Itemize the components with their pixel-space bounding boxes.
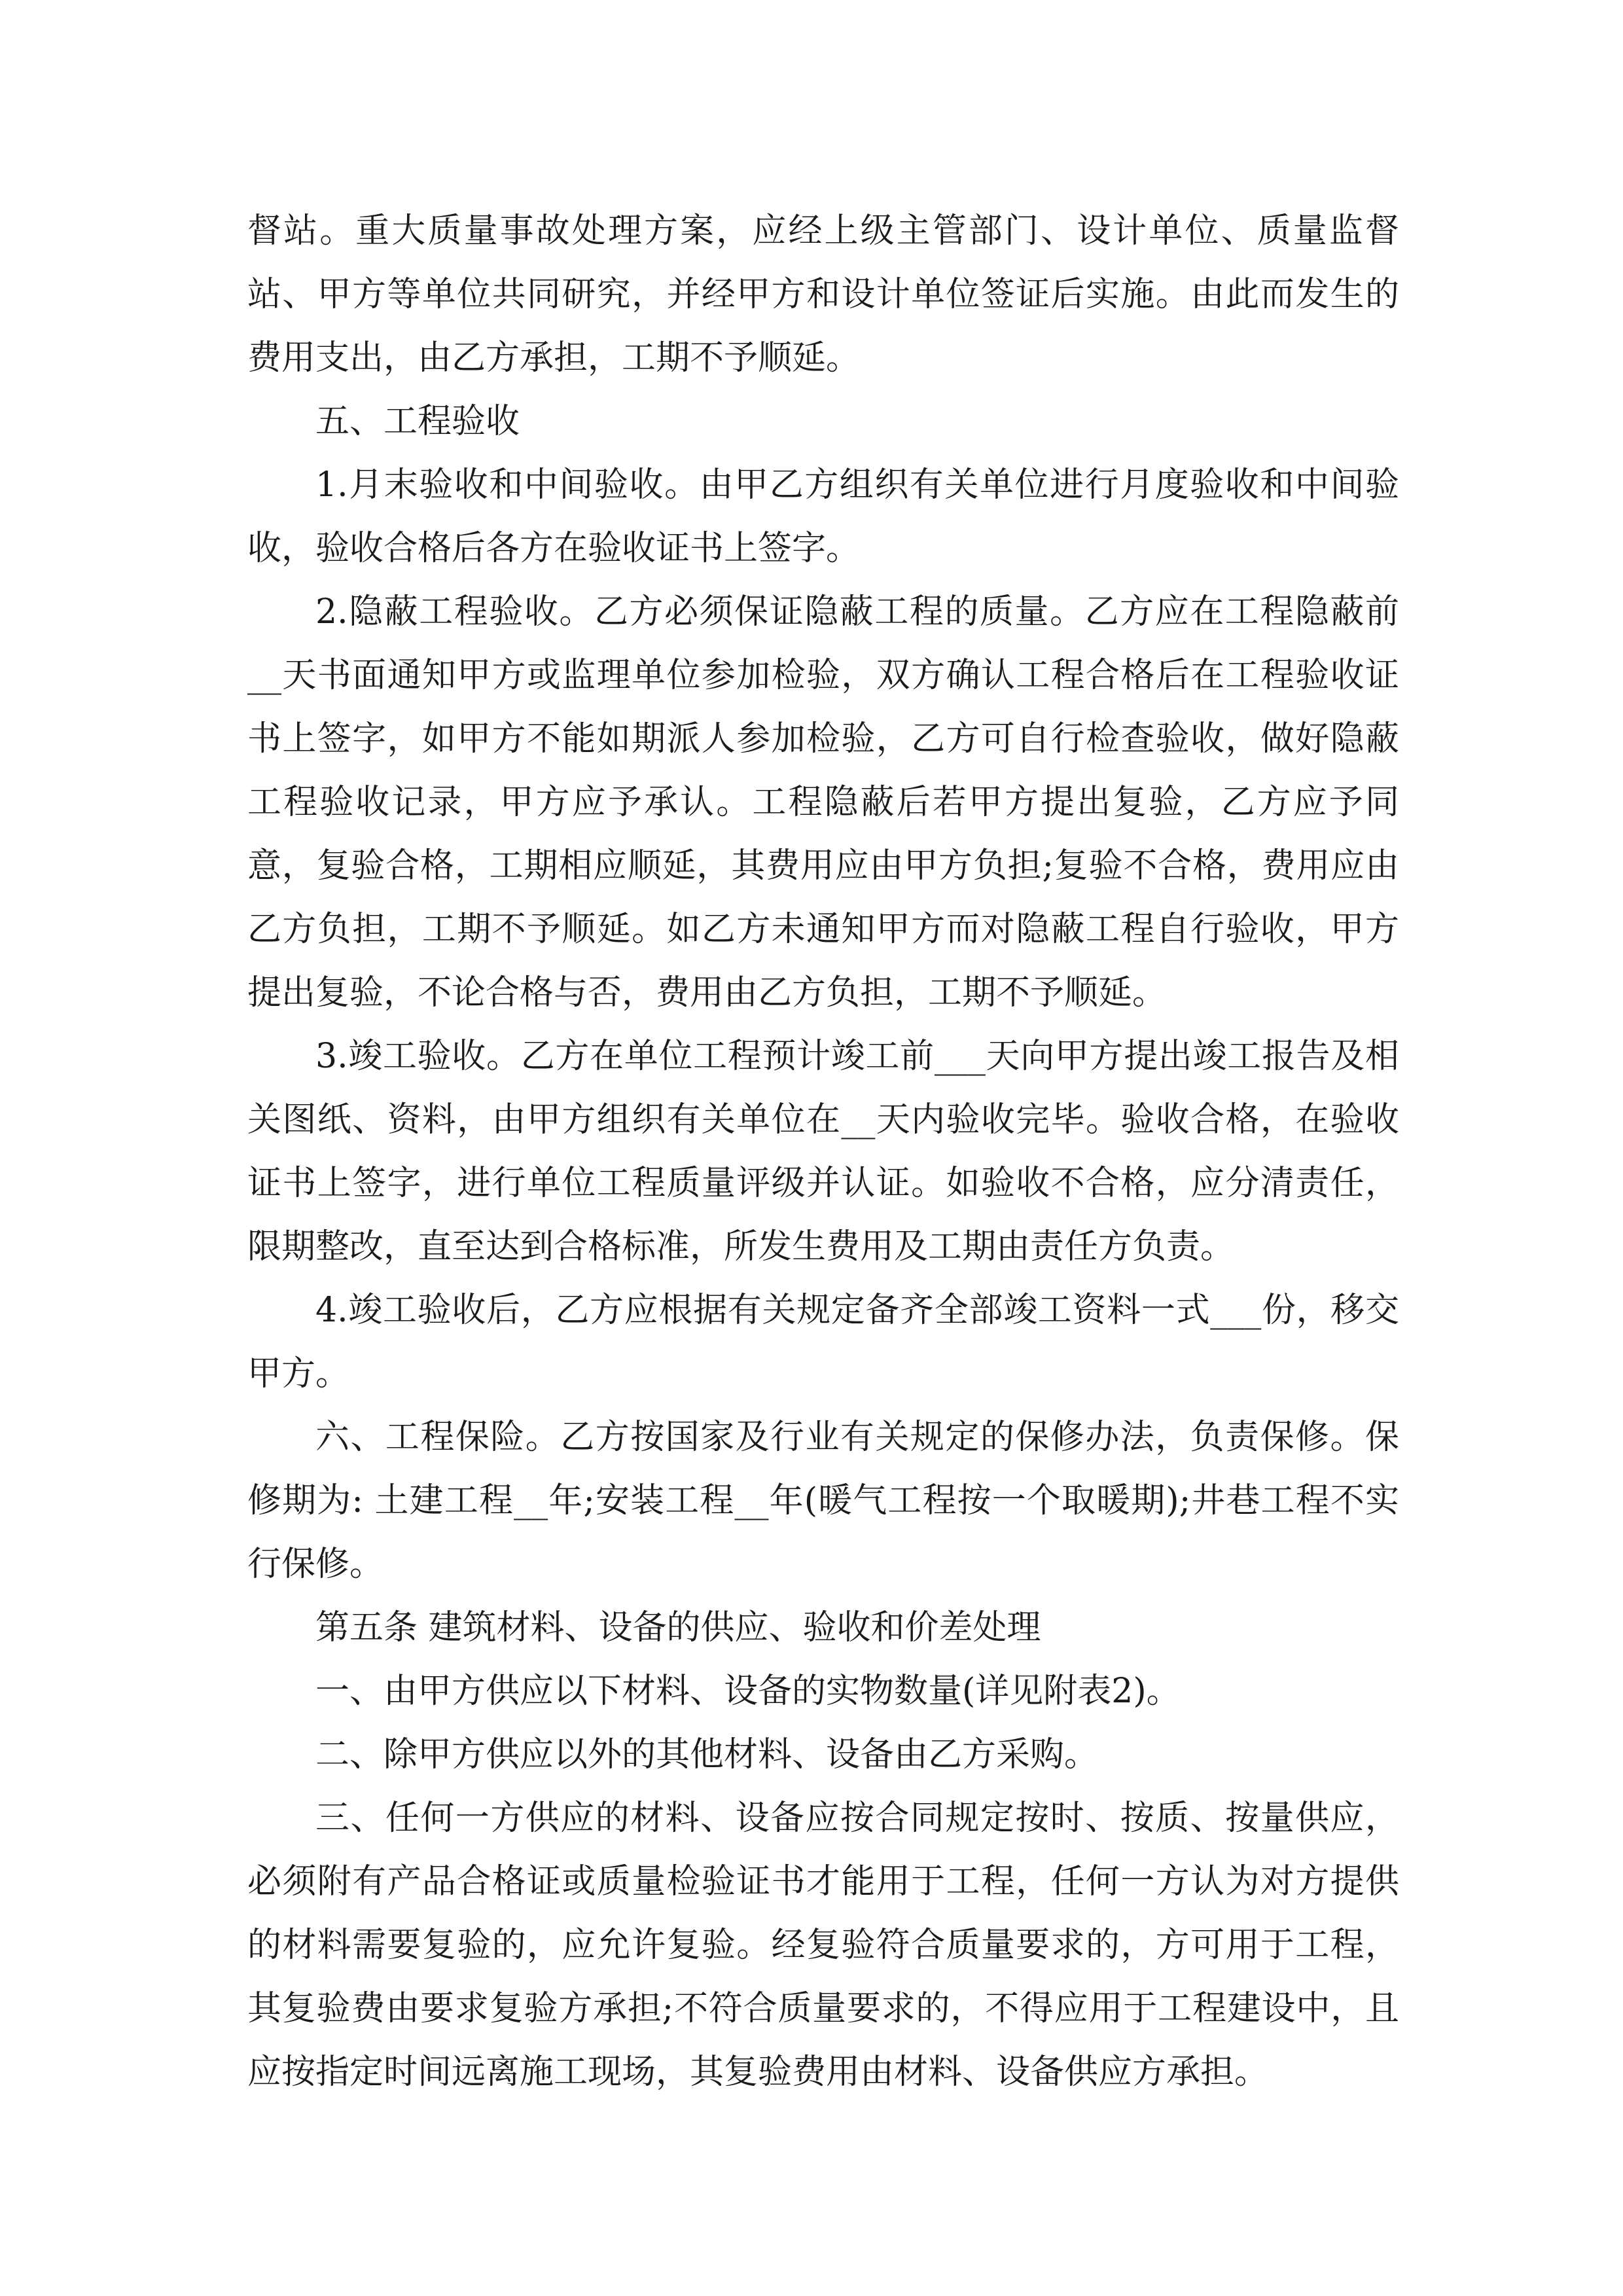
paragraph-material-inspection: 三、任何一方供应的材料、设备应按合同规定按时、按质、按量供应，必须附有产品合格证或质量检验证书才能用于工程，任何一方认为对方提供的材料需要复验的，应允许复验。经复验符合质量要求的，方可用于工程，其复验费由要求复验方承担;不符合质量要求的，不得应用于工程建设中，且应按指定时间远离施工现场，其复验费用由材料、设备供应方承担。 — [247, 1799, 1399, 2092]
paragraph-completion-documents: 4.竣工验收后，乙方应根据有关规定备齐全部竣工资料一式___份，移交甲方。 — [247, 1291, 1399, 1393]
paragraph-party-b-purchase: 二、除甲方供应以外的其他材料、设备由乙方采购。 — [315, 1735, 1099, 1774]
paragraph-warranty: 六、工程保险。乙方按国家及行业有关规定的保修办法，负责保修。保修期为: 土建工程__年;安装工程__年(暖气工程按一个取暖期);井巷工程不实行保修。 — [247, 1418, 1399, 1584]
heading-article-five: 第五条 建筑材料、设备的供应、验收和价差处理 — [315, 1608, 1041, 1647]
paragraph-quality-accident: 督站。重大质量事故处理方案，应经上级主管部门、设计单位、质量监督站、甲方等单位共同研究，并经甲方和设计单位签证后实施。由此而发生的费用支出，由乙方承担，工期不予顺延。 — [247, 211, 1399, 378]
heading-acceptance: 五、工程验收 — [315, 402, 520, 441]
document-body — [247, 200, 1399, 2104]
paragraph-completion-acceptance: 3.竣工验收。乙方在单位工程预计竣工前___天向甲方提出竣工报告及相关图纸、资料，由甲方组织有关单位在__天内验收完毕。验收合格，在验收证书上签字，进行单位工程质量评级并认证。如验收不合格，应分清责任，限期整改，直至达到合格标准，所发生费用及工期由责任方负责。 — [247, 1037, 1399, 1266]
paragraph-party-a-supply: 一、由甲方供应以下材料、设备的实物数量(详见附表2)。 — [315, 1672, 1181, 1711]
paragraph-monthly-acceptance: 1.月末验收和中间验收。由甲乙方组织有关单位进行月度验收和中间验收，验收合格后各方在验收证书上签字。 — [247, 465, 1399, 568]
paragraph-concealed-works: 2.隐蔽工程验收。乙方必须保证隐蔽工程的质量。乙方应在工程隐蔽前__天书面通知甲方或监理单位参加检验，双方确认工程合格后在工程验收证书上签字，如甲方不能如期派人参加检验，乙方可自行检查验收，做好隐蔽工程验收记录，甲方应予承认。工程隐蔽后若甲方提出复验，乙方应予同意，复验合格，工期相应顺延，其费用应由甲方负担;复验不合格，费用应由乙方负担，工期不予顺延。如乙方未通知甲方而对隐蔽工程自行验收，甲方提出复验，不论合格与否，费用由乙方负担，工期不予顺延。 — [247, 592, 1399, 1013]
